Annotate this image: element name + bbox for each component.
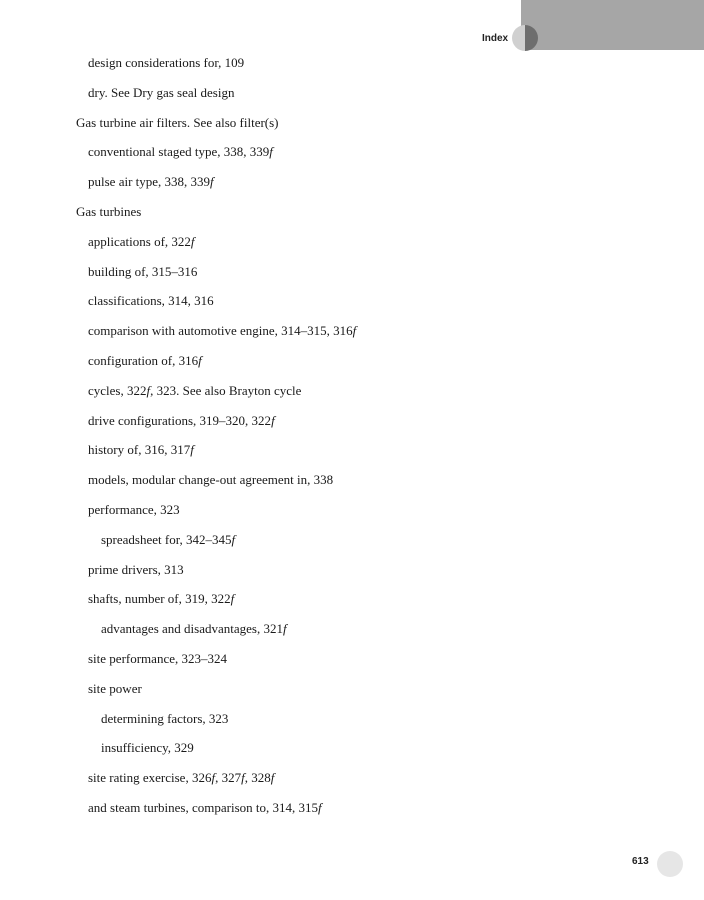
index-entry-text: dry. See Dry gas seal design [88, 85, 235, 100]
index-entry-text: drive configurations, 319–320, 322 [88, 413, 272, 428]
index-entry [101, 530, 235, 550]
index-entry-text: f [230, 591, 235, 606]
index-entry-text: pulse air type, 338, 339 [88, 174, 211, 189]
index-entry [88, 560, 184, 580]
index-entry [76, 113, 279, 133]
index-entry-text: advantages and disadvantages, 321 [101, 621, 283, 636]
index-entry-text: conventional staged type, 338, 339 [88, 144, 270, 159]
index-entry-text: models, modular change-out agreement in, 338 [88, 472, 334, 487]
index-entry-text: shafts, number of, 319, 322 [88, 591, 231, 606]
index-entry-text: insufficiency, 329 [101, 740, 194, 755]
index-entry [88, 798, 322, 818]
index-entry-text: spreadsheet for, 342–345 [101, 532, 232, 547]
index-entry-text: Gas turbine air filters. See also filter(s) [76, 115, 279, 130]
index-entry-text: f [190, 234, 195, 249]
index-entry [88, 679, 142, 699]
index-entry [88, 321, 356, 341]
index-entry [88, 53, 244, 73]
index-entry-text: f [318, 800, 322, 815]
index-entry-text: f [146, 383, 151, 398]
index-entry-text: f [190, 442, 194, 457]
index-entry [88, 768, 274, 788]
index-entry-text: f [211, 770, 216, 785]
index-entry-text: site rating exercise, 326 [88, 770, 212, 785]
index-entry [88, 83, 234, 103]
index-entry-text: configuration of, 316 [88, 353, 199, 368]
index-entry-text: prime drivers, 313 [88, 562, 184, 577]
index-entry-text: site performance, 323–324 [88, 651, 227, 666]
index-entry [88, 440, 194, 460]
index-entry-text: Gas turbines [76, 204, 142, 219]
index-entry-text: f [270, 770, 275, 785]
index-entry-text: classifications, 314, 316 [88, 293, 214, 308]
index-entry-text: f [241, 770, 245, 785]
index-entry [88, 649, 227, 669]
index-entry [76, 202, 141, 222]
index-entry [88, 172, 214, 192]
index-entry-text: f [210, 174, 214, 189]
index-entry [88, 351, 202, 371]
index-entry [88, 142, 273, 162]
header-circle-ornament [512, 25, 538, 51]
index-entry-text: , 328 [244, 770, 271, 785]
index-entry-text: and steam turbines, comparison to, 314, 315 [88, 800, 318, 815]
index-entry [88, 232, 195, 252]
index-entry-text: f [282, 621, 287, 636]
index-entry-text: , 323. See also Brayton cycle [150, 383, 302, 398]
footer-circle-ornament [657, 851, 683, 877]
index-entry-text: , 327 [215, 770, 242, 785]
index-entry-text: comparison with automotive engine, 314–315, 316 [88, 323, 353, 338]
index-entry-text: cycles, 322 [88, 383, 147, 398]
index-entry-text: f [269, 144, 273, 159]
index-entry [88, 262, 197, 282]
index-entry-text: f [231, 532, 236, 547]
index-entry-text: f [352, 323, 357, 338]
index-entry-text: f [271, 413, 275, 428]
index-entry [88, 470, 333, 490]
index-entry-text: applications of, 322 [88, 234, 191, 249]
index-entry [88, 381, 301, 401]
running-head: Index [482, 33, 509, 44]
index-entry-text: history of, 316, 317 [88, 442, 191, 457]
page-number: 613 [632, 856, 649, 867]
index-entry-text: f [198, 353, 202, 368]
index-entry [101, 738, 194, 758]
index-entry-text: site power [88, 681, 142, 696]
index-entry-text: design considerations for, 109 [88, 55, 245, 70]
index-entry-text: performance, 323 [88, 502, 180, 517]
index-entry [88, 411, 275, 431]
index-entry [88, 291, 214, 311]
index-entry [88, 589, 234, 609]
header-tab [521, 0, 704, 50]
index-entry [101, 709, 228, 729]
index-entry [101, 619, 287, 639]
index-entry-text: building of, 315–316 [88, 264, 198, 279]
index-entry [88, 500, 180, 520]
index-entry-text: determining factors, 323 [101, 711, 229, 726]
